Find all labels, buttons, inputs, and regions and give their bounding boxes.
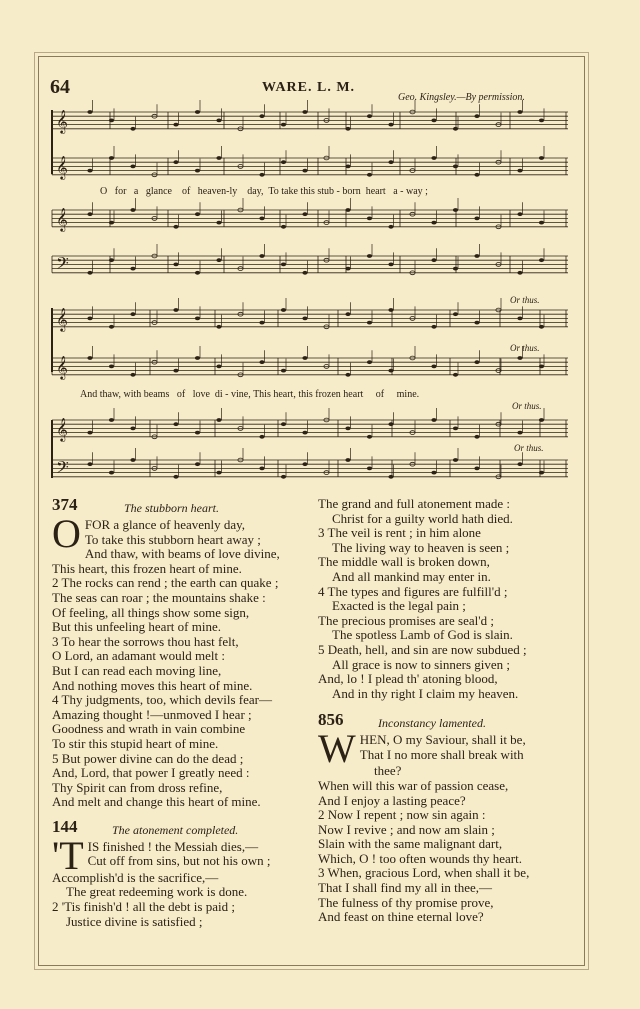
- note-head: [388, 123, 393, 127]
- clef: 𝄞: [56, 109, 68, 133]
- hymn-374-text: [52, 511, 308, 810]
- note-head: [539, 471, 544, 475]
- note-head: [431, 365, 436, 369]
- verse-line: Amazing thought !—unmoved I hear ;: [52, 706, 252, 722]
- verse-line: 5 But power divine can do the dead ;: [52, 750, 244, 766]
- verse-line: 4 Thy judgments, too, which devils fear—: [52, 692, 273, 708]
- note-head: [431, 471, 436, 475]
- note-head: [259, 217, 264, 221]
- verse-line: thee?: [374, 763, 402, 779]
- verse-line: 2 Now I repent ; now sin again :: [318, 807, 486, 823]
- note-head: [367, 467, 372, 471]
- verse-line: Christ for a guilty world hath died.: [332, 510, 513, 526]
- clef: 𝄞: [56, 207, 68, 231]
- hymn-144-header: [52, 816, 308, 840]
- note-head: [216, 258, 221, 262]
- clef: 𝄢: [56, 253, 69, 277]
- verse-line: And I enjoy a lasting peace?: [318, 792, 466, 808]
- note-head: [216, 418, 221, 422]
- lyric-word: heart: [365, 186, 386, 197]
- note-head: [173, 263, 178, 267]
- note-head: [130, 165, 135, 169]
- note-head: [109, 156, 114, 160]
- note-head: [367, 321, 372, 325]
- note-head: [281, 160, 286, 164]
- note-head: [388, 369, 393, 373]
- note-head: [474, 360, 479, 364]
- note-head: [539, 325, 544, 329]
- note-head: [195, 317, 200, 321]
- or-thus-label: Or thus.: [512, 401, 542, 411]
- page-number: 64: [50, 76, 70, 98]
- note-head: [259, 321, 264, 325]
- verse-line: And thaw, with beams of love divine,: [84, 546, 280, 562]
- verse-line: Justice divine is satisfied ;: [66, 913, 203, 929]
- clef: 𝄞: [56, 155, 68, 179]
- note-head: [345, 373, 350, 377]
- verse-line: The seas can roar ; the mountains shake :: [52, 589, 266, 605]
- note-head: [345, 208, 350, 212]
- verse-line: 3 When, gracious Lord, when shall it be,: [318, 865, 530, 881]
- verse-line: Exacted is the legal pain ;: [332, 598, 466, 614]
- lyric-word: And thaw, with beams: [80, 389, 170, 400]
- hymn-subtitle: The stubborn heart.: [124, 501, 220, 515]
- verse-line: That I shall find my all in thee,—: [318, 880, 493, 896]
- verse-line: And in thy right I claim my heaven.: [332, 685, 519, 701]
- note-head: [539, 119, 544, 123]
- note-head: [517, 317, 522, 321]
- hymn-856-header: [318, 710, 580, 733]
- left-column: [52, 495, 308, 929]
- lyrics-line-1: [100, 186, 428, 197]
- tune-title: WARE. L. M.: [262, 80, 356, 95]
- hymn-number: 144: [52, 816, 78, 836]
- clef: 𝄞: [56, 355, 68, 379]
- note-head: [259, 467, 264, 471]
- lyric-word: of: [176, 389, 186, 400]
- note-head: [259, 114, 264, 118]
- verse-line: Goodness and wrath in vain combine: [52, 721, 246, 737]
- verse-line: The grand and full atonement made :: [318, 496, 511, 511]
- note-head: [195, 110, 200, 114]
- note-head: [259, 360, 264, 364]
- note-head: [173, 369, 178, 373]
- or-thus-label: Or thus.: [510, 295, 540, 305]
- note-head: [195, 431, 200, 435]
- note-head: [195, 212, 200, 216]
- verse-line: And, Lord, that power I greatly need :: [52, 765, 250, 781]
- verse-line: But this unfeeling heart of mine.: [52, 619, 221, 635]
- note-head: [388, 475, 393, 479]
- note-head: [216, 156, 221, 160]
- note-head: [539, 418, 544, 422]
- note-head: [281, 308, 286, 312]
- note-head: [345, 312, 350, 316]
- note-head: [539, 221, 544, 225]
- note-head: [367, 360, 372, 364]
- note-head: [302, 317, 307, 321]
- lyric-word: love: [192, 389, 210, 400]
- note-head: [474, 321, 479, 325]
- hymn-number: 374: [52, 495, 78, 514]
- note-head: [345, 267, 350, 271]
- lyric-word: a - way ;: [393, 186, 428, 197]
- note-head: [87, 431, 92, 435]
- note-head: [109, 119, 114, 123]
- verse-line: O Lord, an adamant would melt :: [52, 648, 225, 664]
- verse-line: Which, O ! too often wounds thy heart.: [318, 850, 522, 866]
- note-head: [517, 169, 522, 173]
- note-head: [453, 208, 458, 212]
- note-head: [302, 110, 307, 114]
- note-head: [195, 462, 200, 466]
- verse-line: And nothing moves this heart of mine.: [52, 677, 253, 693]
- hymn-number: 856: [318, 710, 344, 730]
- note-head: [345, 165, 350, 169]
- note-head: [173, 475, 178, 479]
- note-head: [87, 169, 92, 173]
- note-head: [431, 156, 436, 160]
- note-head: [173, 123, 178, 127]
- note-head: [109, 221, 114, 225]
- verse-line: 3 The veil is rent ; in him alone: [318, 525, 481, 541]
- note-head: [474, 254, 479, 258]
- lyric-word: mine.: [396, 389, 420, 400]
- verse-line: The precious promises are seal'd ;: [318, 612, 494, 628]
- note-head: [216, 325, 221, 329]
- verse-line: But I can read each moving line,: [52, 662, 222, 678]
- note-head: [474, 217, 479, 221]
- hymn-subtitle: Inconstancy lamented.: [378, 716, 486, 731]
- note-head: [87, 462, 92, 466]
- note-head: [302, 462, 307, 466]
- note-head: [367, 217, 372, 221]
- note-head: [281, 369, 286, 373]
- note-head: [431, 418, 436, 422]
- note-head: [216, 471, 221, 475]
- note-head: [539, 365, 544, 369]
- note-head: [539, 258, 544, 262]
- note-head: [281, 475, 286, 479]
- note-head: [109, 258, 114, 262]
- verse-line: Now I revive ; and now am slain ;: [318, 821, 495, 837]
- verse-line: 3 To hear the sorrows thou hast felt,: [52, 633, 239, 649]
- note-head: [281, 123, 286, 127]
- note-head: [453, 165, 458, 169]
- verse-line: The middle wall is broken down,: [318, 554, 490, 570]
- note-head: [453, 267, 458, 271]
- note-head: [173, 160, 178, 164]
- verse-line: That I no more shall break with: [359, 746, 524, 762]
- verse-line: And, lo ! I plead th' atoning blood,: [318, 671, 498, 687]
- verse-line: The spotless Lamb of God is slain.: [332, 627, 513, 643]
- lyric-word: O: [100, 186, 108, 197]
- verse-line: To take this stubborn heart away ;: [84, 531, 261, 547]
- hymn-374-header: [52, 495, 308, 518]
- note-head: [474, 467, 479, 471]
- clef: 𝄞: [56, 307, 68, 331]
- hymn-144-text: [52, 832, 308, 929]
- note-head: [87, 317, 92, 321]
- note-head: [87, 271, 92, 275]
- note-head: [109, 471, 114, 475]
- note-head: [109, 325, 114, 329]
- note-head: [130, 267, 135, 271]
- note-head: [345, 458, 350, 462]
- note-head: [517, 110, 522, 114]
- verse-line: Accomplish'd is the sacrifice,—: [52, 869, 219, 885]
- verse-line: And feast on thine eternal love?: [318, 909, 484, 925]
- lyric-word: heaven-ly: [197, 186, 238, 197]
- note-head: [109, 365, 114, 369]
- verse-line: IS finished ! the Messiah dies,—: [87, 838, 259, 854]
- note-head: [517, 271, 522, 275]
- note-head: [302, 431, 307, 435]
- note-head: [302, 271, 307, 275]
- lyric-word: To take this stub - born: [268, 186, 361, 197]
- note-head: [302, 356, 307, 360]
- verse-line: The fulness of thy promise prove,: [318, 894, 494, 910]
- lyric-word: This heart, this frozen heart: [253, 389, 364, 400]
- hymn-subtitle: The atonement completed.: [112, 822, 239, 837]
- note-head: [517, 356, 522, 360]
- verse-line: And melt and change this heart of mine.: [52, 794, 261, 810]
- note-head: [173, 308, 178, 312]
- note-head: [517, 462, 522, 466]
- music-score: [50, 100, 575, 490]
- note-head: [388, 308, 393, 312]
- note-head: [130, 127, 135, 131]
- note-head: [195, 169, 200, 173]
- note-head: [453, 127, 458, 131]
- verse-line: The living way to heaven is seen ;: [332, 539, 510, 555]
- note-head: [431, 325, 436, 329]
- clef: 𝄢: [56, 457, 69, 481]
- note-head: [453, 427, 458, 431]
- note-head: [87, 110, 92, 114]
- lyric-word: glance: [145, 186, 172, 197]
- note-head: [367, 254, 372, 258]
- lyric-word: di - vine,: [214, 389, 251, 400]
- note-head: [367, 173, 372, 177]
- note-head: [130, 458, 135, 462]
- right-column: [318, 497, 580, 925]
- verse-line: Of feeling, all things show some sign,: [52, 604, 250, 620]
- composer-credit: Geo. Kingsley.—By permission.: [398, 92, 525, 103]
- note-head: [517, 431, 522, 435]
- note-head: [130, 427, 135, 431]
- note-head: [388, 422, 393, 426]
- note-head: [302, 169, 307, 173]
- drop-cap: W: [318, 726, 356, 772]
- note-head: [474, 173, 479, 177]
- note-head: [195, 356, 200, 360]
- note-head: [259, 254, 264, 258]
- verse-line: All grace is now to sinners given ;: [332, 656, 510, 672]
- note-head: [216, 221, 221, 225]
- note-head: [281, 422, 286, 426]
- note-head: [431, 119, 436, 123]
- note-head: [539, 156, 544, 160]
- verse-line: Slain with the same malignant dart,: [318, 836, 503, 852]
- note-head: [388, 225, 393, 229]
- note-head: [87, 212, 92, 216]
- note-head: [130, 208, 135, 212]
- note-head: [130, 373, 135, 377]
- verse-line: HEN, O my Saviour, shall it be,: [359, 732, 526, 748]
- verse-line: And all mankind may enter in.: [332, 568, 491, 584]
- note-head: [453, 458, 458, 462]
- note-head: [173, 422, 178, 426]
- note-head: [474, 114, 479, 118]
- lyric-word: of: [375, 389, 385, 400]
- note-head: [367, 435, 372, 439]
- verse-line: This heart, this frozen heart of mine.: [52, 560, 242, 576]
- lyric-word: of: [181, 186, 191, 197]
- verse-line: FOR a glance of heavenly day,: [84, 517, 246, 532]
- note-head: [109, 418, 114, 422]
- verse-line: 2 'Tis finish'd ! all the debt is paid ;: [52, 899, 235, 915]
- note-head: [195, 271, 200, 275]
- note-head: [302, 212, 307, 216]
- verse-line: 2 The rocks can rend ; the earth can quake ;: [52, 575, 279, 591]
- note-head: [216, 119, 221, 123]
- note-head: [281, 263, 286, 267]
- verse-line: The great redeeming work is done.: [66, 884, 248, 900]
- note-head: [259, 173, 264, 177]
- note-head: [345, 127, 350, 131]
- note-head: [388, 160, 393, 164]
- note-head: [216, 365, 221, 369]
- verse-line: Thy Spirit can from dross refine,: [52, 779, 223, 795]
- note-head: [345, 427, 350, 431]
- note-head: [259, 435, 264, 439]
- verse-line: 4 The types and figures are fulfill'd ;: [318, 583, 508, 599]
- verse-line: To stir this stupid heart of mine.: [52, 735, 219, 751]
- note-head: [87, 356, 92, 360]
- note-head: [431, 258, 436, 262]
- lyric-word: day,: [247, 186, 264, 197]
- note-head: [453, 312, 458, 316]
- or-thus-label: Or thus.: [510, 343, 540, 353]
- verse-line: Cut off from sins, but not his own ;: [87, 853, 271, 869]
- hymn-856-text: [318, 726, 580, 925]
- drop-cap: O: [52, 511, 81, 556]
- or-thus-label: Or thus.: [514, 443, 544, 453]
- note-head: [281, 225, 286, 229]
- lyrics-line-2: [80, 389, 419, 400]
- note-head: [388, 263, 393, 267]
- drop-cap: 'T: [52, 832, 84, 878]
- verse-line: 5 Death, hell, and sin are now subdued ;: [318, 641, 527, 657]
- note-head: [453, 373, 458, 377]
- note-head: [130, 312, 135, 316]
- lyric-word: a: [133, 186, 139, 197]
- note-head: [431, 221, 436, 225]
- note-head: [474, 435, 479, 439]
- note-head: [517, 212, 522, 216]
- lyric-word: for: [114, 186, 127, 197]
- clef: 𝄞: [56, 417, 68, 441]
- note-head: [173, 225, 178, 229]
- note-head: [367, 114, 372, 118]
- verse-line: When will this war of passion cease,: [318, 777, 509, 793]
